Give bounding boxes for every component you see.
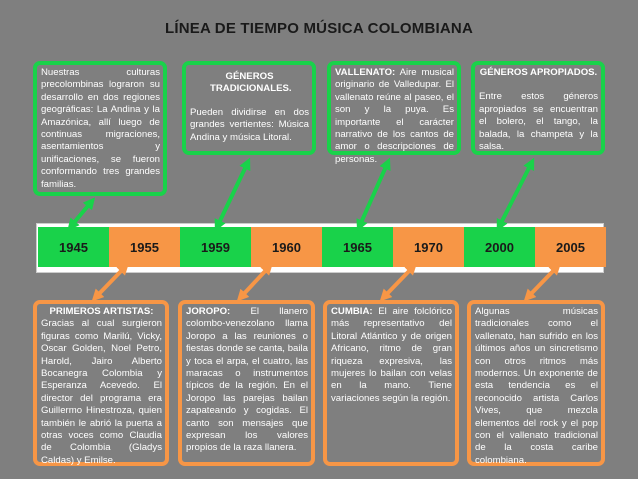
top-box-4-heading: GÉNEROS APROPIADOS. <box>479 67 598 78</box>
bottom-box-1-body: Gracias al cual surgieron figuras como Marilú, Vicky, Oscar Golden, Noel Petro, Harold, Jairo Alberto Bocanegra Colombia y Esperanza Acevedo. El director del programa era Guillermo Hinestroza, quien también le abrió la puerta a otras voces como Claudia de Colombia (Gladys Caldas) y Emilse. <box>41 318 162 466</box>
bottom-box-1-heading: PRIMEROS ARTISTAS: <box>49 306 154 317</box>
bottom-box-3 <box>323 300 459 466</box>
top-box-2-body: Pueden dividirse en dos grandes vertientes: Música Andina y música Litoral. <box>190 107 309 143</box>
year-1959: 1959 <box>180 227 251 267</box>
top-box-2-heading: GÉNEROS TRADICIONALES. <box>210 71 292 94</box>
bottom-box-3-heading: CUMBIA: <box>331 306 373 317</box>
bottom-box-2-text <box>186 306 308 455</box>
bottom-box-2 <box>178 300 315 466</box>
top-box-3-heading: VALLENATO: <box>335 67 396 78</box>
top-box-1-body: Nuestras culturas precolombinas lograron su desarrollo en dos regiones geográficas: La Andina y la Amazónica, allí luego de continuas migraciones, asentamientos y unificaciones, se fueron conformando tres grandes familias. <box>41 67 160 190</box>
year-2005: 2005 <box>535 227 606 267</box>
year-1970: 1970 <box>393 227 464 267</box>
arrow-1959 <box>218 162 248 225</box>
bottom-box-4 <box>467 300 605 466</box>
arrow-1955 <box>95 268 124 298</box>
year-1965: 1965 <box>322 227 393 267</box>
year-1955: 1955 <box>109 227 180 267</box>
bottom-box-2-heading: JOROPO: <box>186 306 231 317</box>
page-title: LÍNEA DE TIEMPO MÚSICA COLOMBIANA <box>165 20 473 37</box>
bottom-box-3-body: El aire folclórico más representativo del Litoral Atlántico y de origen Africano, ritmo de gran riqueza expresiva, las mujeres lo bailan con velas en la mano. Tiene variaciones según la región. <box>331 306 453 404</box>
arrow-1970 <box>383 268 412 298</box>
bottom-box-1 <box>33 300 169 466</box>
bottom-box-4-body: Algunas músicas tradicionales como el vallenato, han sufrido en los últimos años un sincretismo con otros ritmos más modernos. Un exponente de esta tendencia es el reconocido artista Carlos Vives, que mezcla elementos del rock y el pop con el vallenato tradicional de la costa caribe colombiana. <box>475 306 598 466</box>
top-box-3-body: Aire musical originario de Valledupar. El vallenato reúne al paseo, el son y la puya. Es importante el carácter narrativo de los cantos de amor o descripciones de personas. <box>335 67 454 165</box>
arrow-1960 <box>240 268 268 298</box>
bottom-box-2-body: El llanero colombo-venezolano llama Joropo a las reuniones o fiestas donde se canta, baila y toca el arpa, el cuatro, las maracas o instrumentos típicos de la región. En el Joropo las parejas bailan zapateando y cogidas. El canto son mensajes que expresan los valores propios de la raza llanera. <box>186 306 309 454</box>
year-1945: 1945 <box>38 227 109 267</box>
arrow-1965 <box>360 162 388 225</box>
year-1960: 1960 <box>251 227 322 267</box>
top-box-4-body: Entre estos géneros apropiados se encuentran el bolero, el tango, la balada, la champeta y la salsa. <box>479 91 598 153</box>
arrow-1945 <box>72 201 92 225</box>
bottom-box-3-text <box>331 306 452 405</box>
arrow-2000 <box>500 162 532 225</box>
year-2000: 2000 <box>464 227 535 267</box>
arrow-2005 <box>527 268 556 298</box>
